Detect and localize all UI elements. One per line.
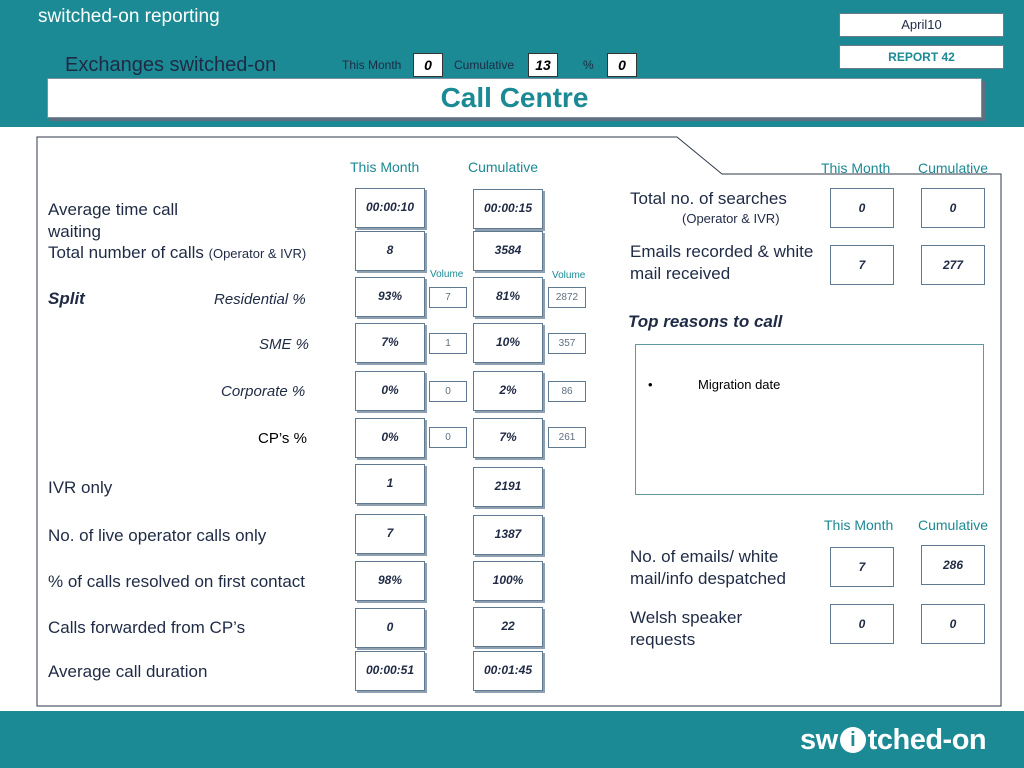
- emails-received-month: 7: [830, 245, 894, 285]
- ivr-only-cum: 2191: [473, 467, 543, 507]
- total-calls-cum: 3584: [473, 231, 543, 271]
- right-col-this-month-2: This Month: [824, 517, 894, 533]
- top-reason-item: Migration date: [698, 377, 781, 392]
- logo-text-end: tched-on: [867, 723, 987, 756]
- emails-received-label: Emails recorded & white mail received: [630, 242, 814, 283]
- page-title-bar: [47, 78, 982, 118]
- split-label: Split: [48, 289, 85, 308]
- searches-label: Total no. of searches: [630, 189, 787, 208]
- corporate-month-volume: 0: [429, 381, 467, 402]
- forwarded-month: 0: [355, 608, 425, 648]
- exchanges-percent-value: 0: [607, 53, 637, 77]
- ivr-only-label: IVR only: [48, 478, 113, 497]
- welsh-month: 0: [830, 604, 894, 644]
- right-col-cumulative-2: Cumulative: [918, 517, 989, 533]
- top-reasons-heading: Top reasons to call: [628, 312, 783, 331]
- avg-wait-month: 00:00:10: [355, 188, 425, 228]
- corporate-month: 0%: [355, 371, 425, 411]
- avg-wait-cum: 00:00:15: [473, 189, 543, 229]
- cps-cum: 7%: [473, 418, 543, 458]
- residential-month: 93%: [355, 277, 425, 317]
- corporate-cum-volume: 86: [548, 381, 586, 402]
- corporate-label: Corporate %: [221, 383, 306, 400]
- emails-received-cum: 277: [921, 245, 985, 285]
- welsh-label: Welsh speaker requests: [630, 608, 743, 649]
- exchanges-this-month-label: This Month: [342, 58, 402, 72]
- resolved-first-cum: 100%: [473, 561, 543, 601]
- corporate-cum: 2%: [473, 371, 543, 411]
- logo-text-start: sw: [800, 723, 838, 756]
- forwarded-label: Calls forwarded from CP’s: [48, 618, 246, 637]
- exchanges-this-month-value: 0: [413, 53, 443, 77]
- total-calls-month: 8: [355, 231, 425, 271]
- live-operator-label: No. of live operator calls only: [48, 526, 267, 545]
- sme-label: SME %: [259, 336, 310, 353]
- residential-month-volume: 7: [429, 287, 467, 308]
- app-title: switched-on reporting: [38, 6, 220, 27]
- left-col-this-month: This Month: [350, 159, 420, 175]
- total-calls-sublabel: (Operator & IVR): [208, 246, 307, 261]
- resolved-first-label: % of calls resolved on first contact: [48, 572, 306, 591]
- cps-label: CP’s %: [258, 430, 307, 447]
- avg-duration-month: 00:00:51: [355, 651, 425, 691]
- sme-month: 7%: [355, 323, 425, 363]
- right-col-this-month: This Month: [821, 160, 891, 176]
- sme-month-volume: 1: [429, 333, 467, 354]
- emails-despatched-month: 7: [830, 547, 894, 587]
- cps-month: 0%: [355, 418, 425, 458]
- top-reasons-list: [635, 344, 984, 495]
- cps-cum-volume: 261: [548, 427, 586, 448]
- cum-volume-header: Volume: [552, 270, 586, 281]
- residential-cum: 81%: [473, 277, 543, 317]
- emails-despatched-cum: 286: [921, 545, 985, 585]
- right-col-cumulative: Cumulative: [918, 160, 989, 176]
- sme-cum-volume: 357: [548, 333, 586, 354]
- resolved-first-month: 98%: [355, 561, 425, 601]
- forwarded-cum: 22: [473, 607, 543, 647]
- left-col-cumulative: Cumulative: [468, 159, 539, 175]
- report-date: April10: [839, 13, 1004, 37]
- ivr-only-month: 1: [355, 464, 425, 504]
- avg-wait-label: Average time call waiting: [48, 200, 179, 241]
- residential-cum-volume: 2872: [548, 287, 586, 308]
- exchanges-cumulative-value: 13: [528, 53, 558, 77]
- total-calls-label-text: Total number of calls: [48, 243, 204, 262]
- searches-month: 0: [830, 188, 894, 228]
- searches-cum: 0: [921, 188, 985, 228]
- page-title: Call Centre: [440, 82, 589, 113]
- month-volume-header: Volume: [430, 269, 464, 280]
- avg-duration-cum: 00:01:45: [473, 651, 543, 691]
- exchanges-cumulative-label: Cumulative: [454, 58, 515, 72]
- logo-i-icon: i: [840, 727, 866, 753]
- searches-sublabel: (Operator & IVR): [682, 211, 780, 226]
- live-operator-cum: 1387: [473, 515, 543, 555]
- exchanges-switched-on-label: Exchanges switched-on: [65, 54, 277, 76]
- emails-despatched-label: No. of emails/ white mail/info despatched: [630, 547, 786, 588]
- live-operator-month: 7: [355, 514, 425, 554]
- avg-duration-label: Average call duration: [48, 662, 208, 681]
- sme-cum: 10%: [473, 323, 543, 363]
- total-calls-label: [48, 242, 306, 265]
- cps-month-volume: 0: [429, 427, 467, 448]
- exchanges-percent-label: %: [583, 58, 594, 72]
- report-number: REPORT 42: [839, 45, 1004, 69]
- switched-on-logo: [800, 722, 986, 758]
- residential-label: Residential %: [214, 291, 306, 308]
- bullet-icon: •: [648, 377, 653, 392]
- welsh-cum: 0: [921, 604, 985, 644]
